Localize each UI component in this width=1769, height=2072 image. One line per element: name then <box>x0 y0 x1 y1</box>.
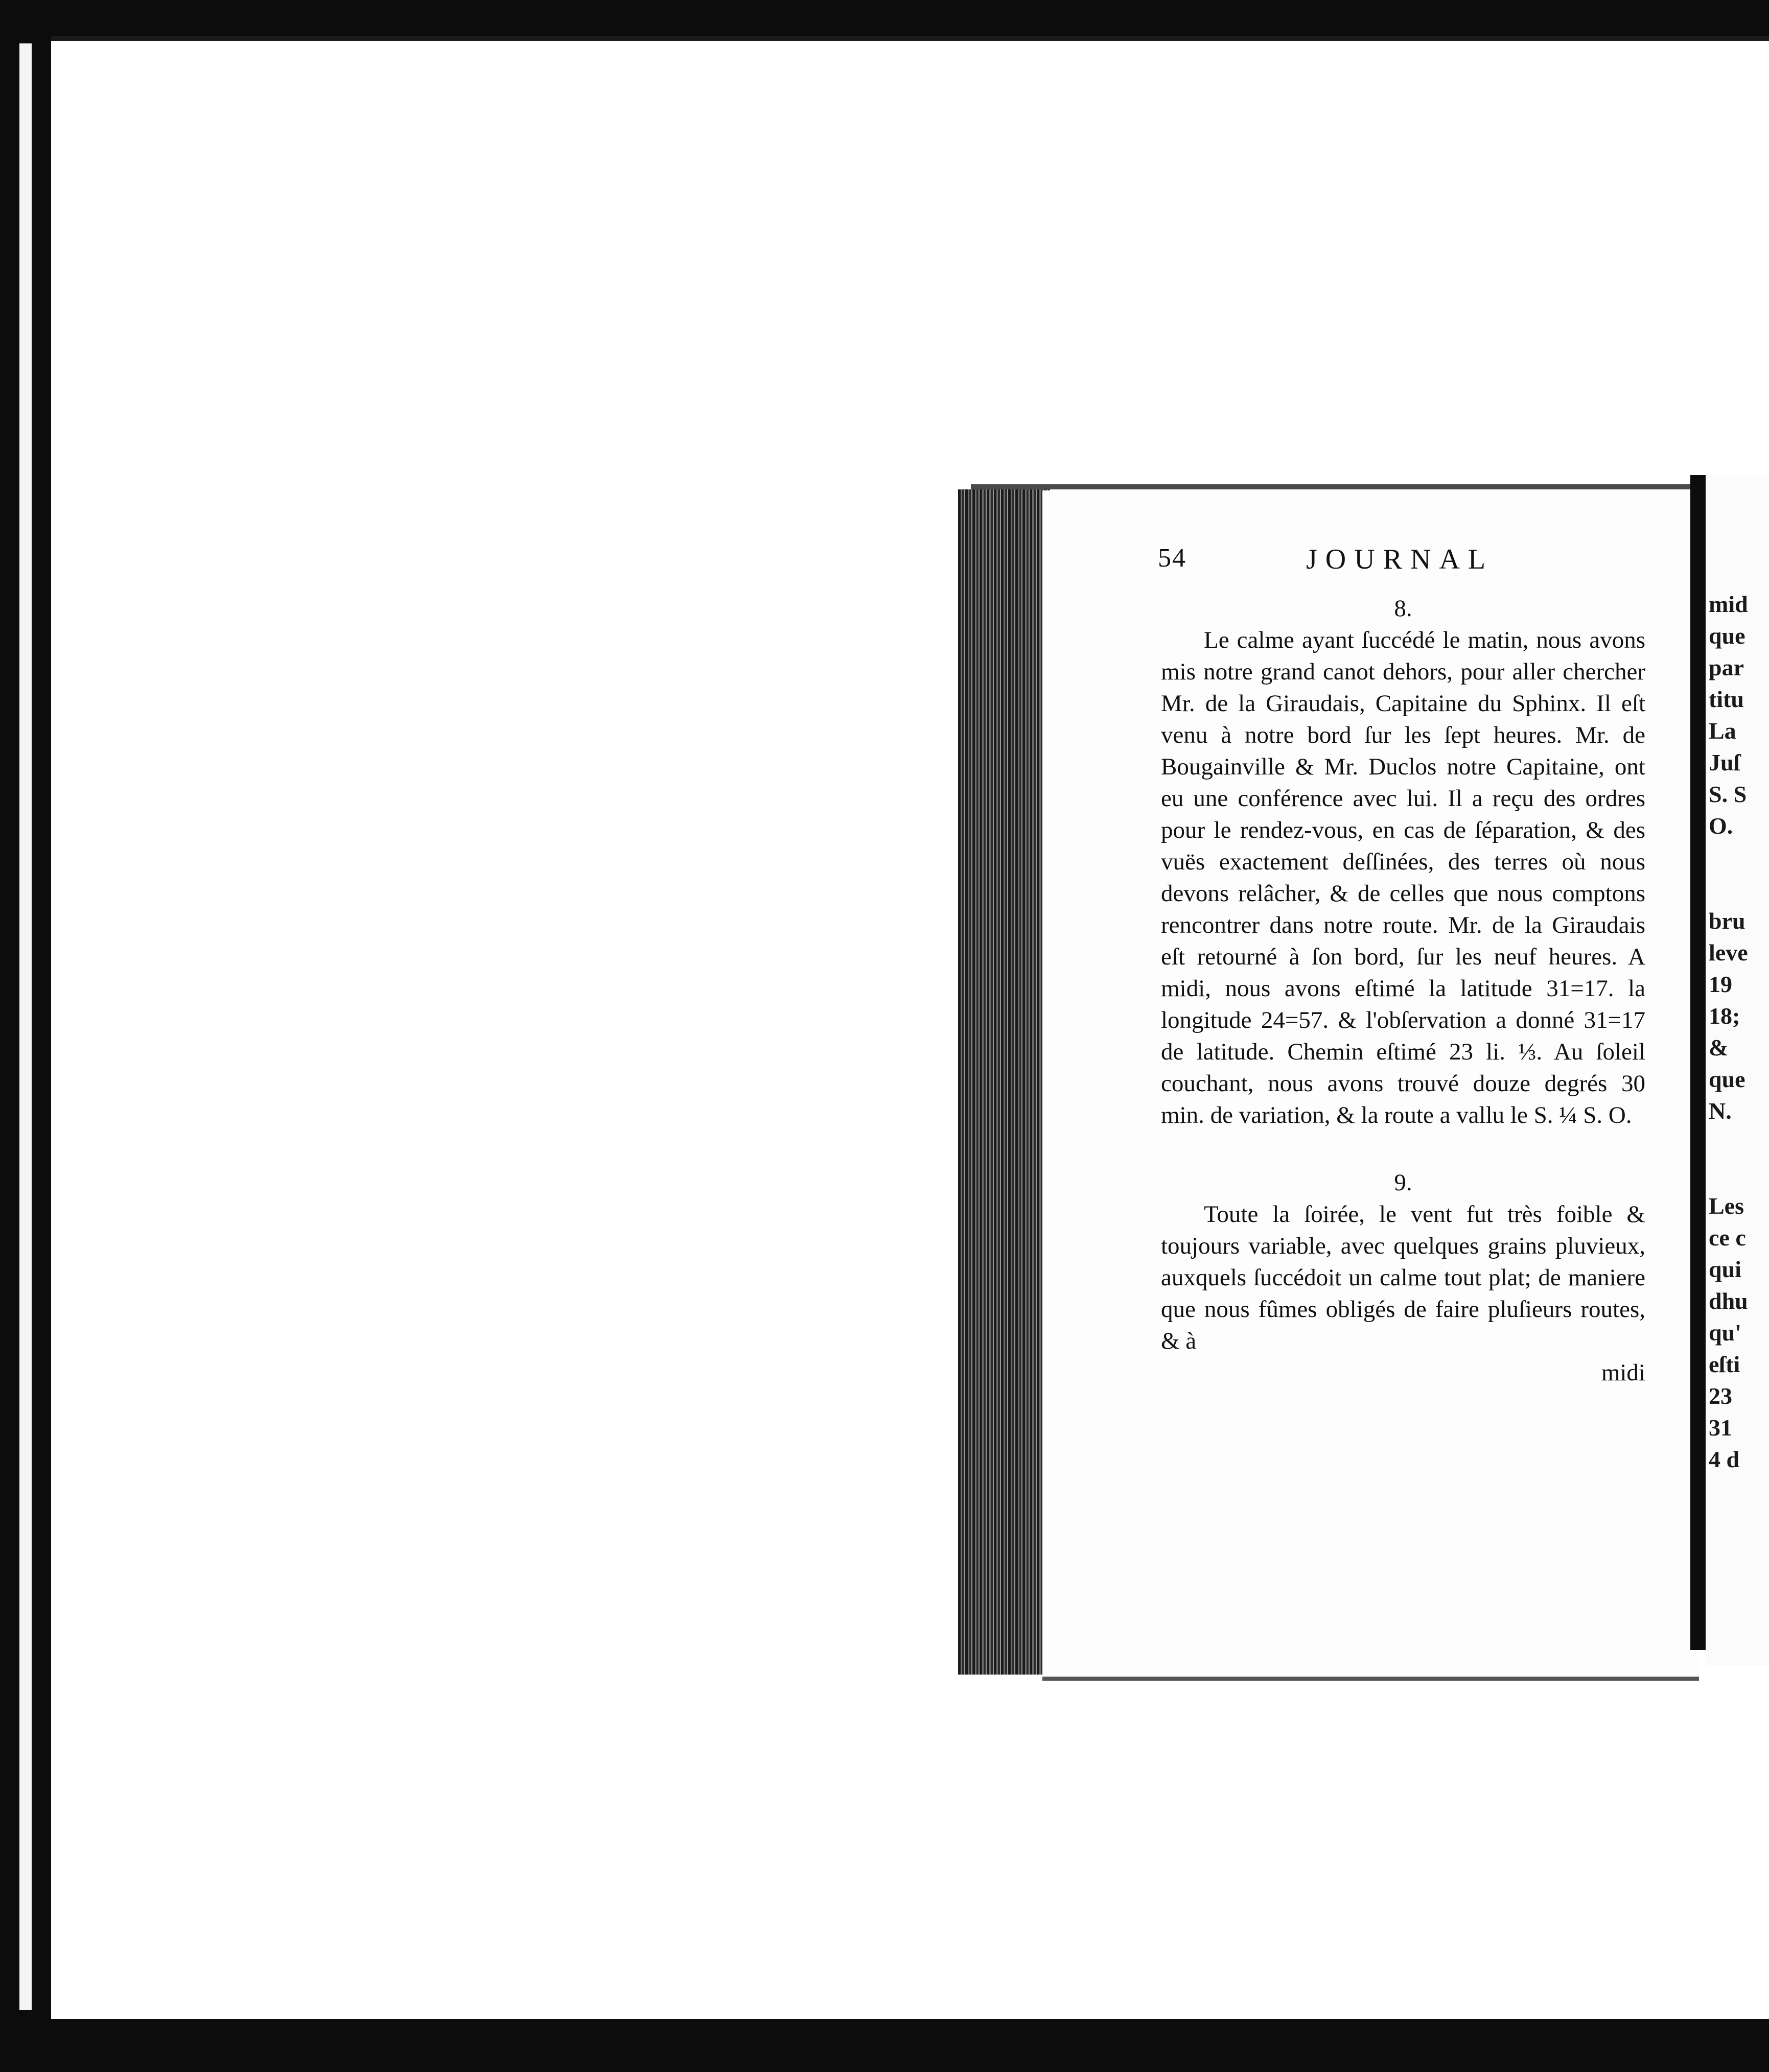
facing-page-line <box>1709 842 1748 874</box>
facing-page-line: Juſ <box>1709 749 1740 775</box>
entry-paragraph: Le calme ayant ſuccédé le matin, nous avons mis notre grand canot dehors, pour aller chercher Mr. de la Giraudais, Capitaine du Sphinx. Il eſt venu à notre bord ſur les ſept heures. Mr. de Bougainville & Mr. Duclos notre Capitaine, ont eu une conférence avec lui. Il a reçu des ordres pour le rendez-vous, en cas de ſéparation, & des vuës exactement deſſinées, des terres où nous devons relâcher, & de celles que nous comptons rencontrer dans notre route. Mr. de la Giraudais eſt retourné à ſon bord, ſur les neuf heures. A midi, nous avons eſtimé la latitude 31=17. la longitude 24=57. & l'obſervation a donné 31=17 de latitude. Chemin eſtimé 23 li. ⅓. Au ſoleil couchant, nous avons trouvé douze degrés 30 min. de variation, & la route a vallu le S. ¼ S. O. <box>1161 627 1645 1128</box>
facing-page-line: 31 <box>1709 1415 1732 1441</box>
book-gutter <box>1690 475 1706 1650</box>
facing-page-line: & <box>1709 1034 1729 1061</box>
facing-page-line: que <box>1709 1066 1745 1092</box>
facing-page-line: La <box>1709 718 1736 744</box>
entry-day-number: 8. <box>1394 595 1412 622</box>
facing-page-line: ce c <box>1709 1225 1746 1251</box>
book-page-edges <box>958 489 1050 1675</box>
facing-page-line: eſti <box>1709 1351 1740 1377</box>
facing-page-text <box>1709 588 1748 1475</box>
facing-page <box>1706 475 1769 1665</box>
facing-page-line: que <box>1709 623 1745 649</box>
facing-page-line: titu <box>1709 686 1744 712</box>
entry-day-number: 9. <box>1394 1169 1412 1196</box>
running-head <box>1158 543 1567 589</box>
facing-page-line: par <box>1709 654 1744 680</box>
facing-page-line: mid <box>1709 591 1748 617</box>
facing-page-line: 4 d <box>1709 1446 1740 1472</box>
facing-page-line: 23 <box>1709 1383 1732 1409</box>
facing-page-line <box>1709 874 1748 905</box>
page-number: 54 <box>1158 544 1186 573</box>
page-text <box>1161 593 1645 1388</box>
film-frame-inner-line <box>51 36 1769 41</box>
facing-page-line: O. <box>1709 813 1733 839</box>
facing-page-line <box>1709 1127 1748 1159</box>
facing-page-line: leve <box>1709 939 1748 966</box>
facing-page-line: dhu <box>1709 1288 1748 1314</box>
facing-page-line <box>1709 1159 1748 1190</box>
catchword: midi <box>1601 1359 1645 1386</box>
facing-page-line: 19 <box>1709 971 1732 997</box>
facing-page-line: qu' <box>1709 1320 1741 1346</box>
facing-page-line: bru <box>1709 908 1745 934</box>
running-head-title: JOURNAL <box>1306 544 1494 575</box>
facing-page-line: 18; <box>1709 1003 1740 1029</box>
entry-paragraph: Toute la ſoirée, le vent fut très foible & toujours variable, avec quelques grains pluvieux, auxquels ſuccédoit un calme tout plat; de maniere que nous fûmes obligés de faire pluſieurs routes, & à <box>1161 1201 1645 1354</box>
facing-page-line: Les <box>1709 1193 1744 1219</box>
book-top-edge <box>971 484 1707 489</box>
facing-page-line: N. <box>1709 1098 1732 1124</box>
film-frame-left-gap <box>19 43 32 2010</box>
facing-page-line: S. S <box>1709 781 1747 807</box>
film-frame-bottom <box>0 2019 1769 2072</box>
facing-page-line: qui <box>1709 1256 1741 1282</box>
film-frame-top <box>0 0 1769 36</box>
